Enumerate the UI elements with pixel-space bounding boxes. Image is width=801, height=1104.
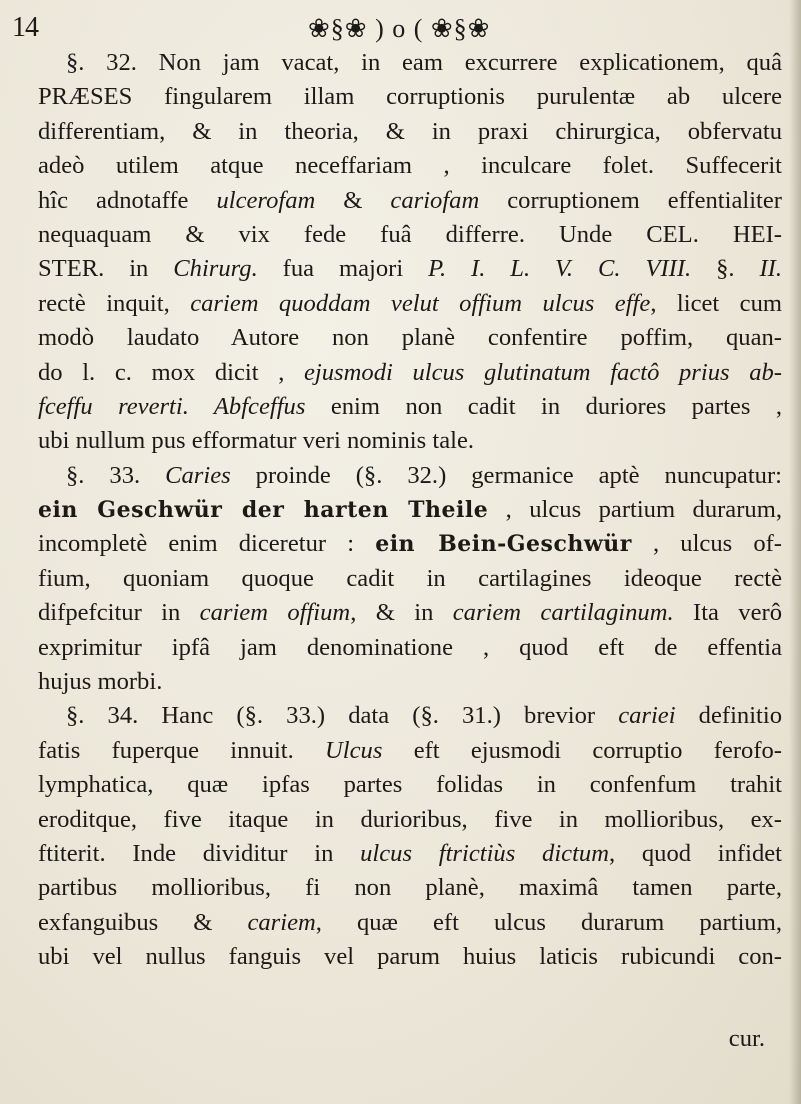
text-line: difpefcitur in cariem offium, & in cariem cartilaginum. Ita verô [38, 599, 782, 627]
text-line: incompletè enim diceretur : ein Bein-Geschwür , ulcus of- [38, 530, 782, 558]
text-line: hîc adnotaffe ulcerofam & cariofam corruptionem effentialiter [38, 186, 782, 214]
text-line: rectè inquit, cariem quoddam velut offium ulcus effe, licet cum [38, 289, 782, 317]
text-line: STER. in Chirurg. fua majori P. I. L. V. C. VIII. §. II. [38, 255, 782, 283]
text-line: PRÆSES fingularem illam corruptionis purulentæ ab ulcere [38, 83, 782, 111]
text-line: differentiam, & in theoria, & in praxi chirurgica, obfervatu [38, 117, 782, 145]
text-line: §. 32. Non jam vacat, in eam excurrere explicationem, quâ [66, 49, 782, 76]
page-edge-shadow [789, 0, 801, 1104]
text-line: fium, quoniam quoque cadit in cartilagines ideoque rectè [38, 564, 782, 592]
text-line: ubi nullum pus efformatur veri nominis tale. [38, 427, 475, 455]
text-line: exfanguibus & cariem, quæ eft ulcus durarum partium, [38, 908, 782, 936]
text-line: hujus morbi. [38, 668, 163, 696]
text-line: ubi vel nullus fanguis vel parum huius laticis rubicundi con- [38, 943, 782, 971]
text-line: fatis fuperque innuit. Ulcus eft ejusmodi corruptio ferofo- [38, 736, 782, 764]
page-number: 14 [12, 12, 38, 43]
text-line: §. 34. Hanc (§. 33.) data (§. 31.) brevior cariei definitio [66, 702, 782, 730]
text-line: eroditque, five itaque in durioribus, five in mollioribus, ex- [38, 805, 782, 833]
text-line: nequaquam & vix fede fuâ differre. Unde CEL. HEI- [38, 220, 782, 248]
text-line: lymphatica, quæ ipfas partes folidas in confenfum trahit [38, 771, 782, 799]
text-line: partibus mollioribus, fi non planè, maximâ tamen parte, [38, 874, 782, 902]
header-ornament: ❀§❀ ) o ( ❀§❀ [308, 14, 491, 43]
page-header [0, 10, 801, 50]
text-line: §. 33. Caries proinde (§. 32.) germanice aptè nuncupatur: [66, 461, 782, 489]
text-line: adeò utilem atque neceffariam , inculcare folet. Suffecerit [38, 152, 782, 180]
text-line: ein Geschwür der harten Theile , ulcus partium durarum, [38, 496, 782, 524]
text-line: do l. c. mox dicit , ejusmodi ulcus glutinatum factô prius ab- [38, 358, 782, 386]
body-text [38, 46, 782, 975]
text-line: exprimitur ipfâ jam denominatione , quod eft de effentia [38, 633, 782, 661]
text-line: ftiterit. Inde dividitur in ulcus ftrictiùs dictum, quod infidet [38, 839, 782, 867]
catchword: cur. [728, 1025, 765, 1052]
text-line: fceffu reverti. Abfceffus enim non cadit in duriores partes , [38, 392, 782, 420]
text-line: modò laudato Autore non planè confentire poffim, quan- [38, 324, 782, 352]
